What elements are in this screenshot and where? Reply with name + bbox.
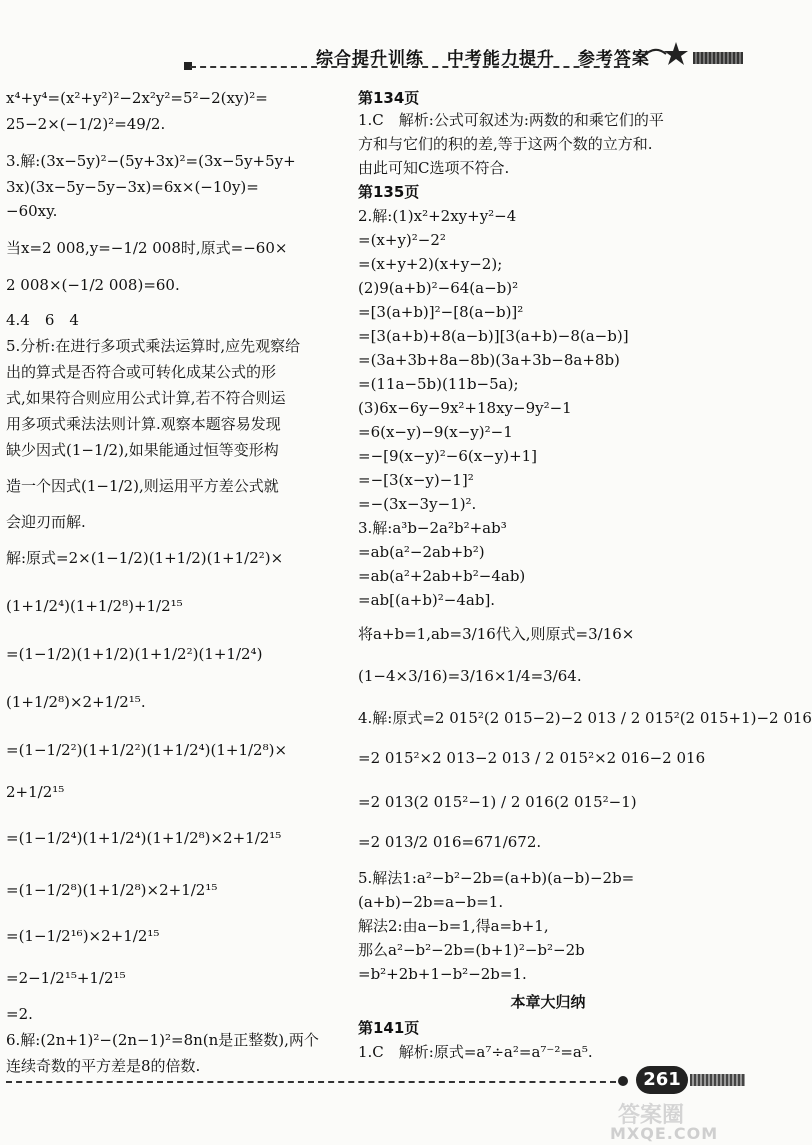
right-line-12: =(3a+3b+8a−8b)(3a+3b−8a+8b) <box>358 351 620 369</box>
right-line-31: 解法2:由a−b=1,得a=b+1, <box>358 917 549 935</box>
footer-bar <box>690 1074 745 1086</box>
left-line-24: =(1−1/2¹⁶)×2+1/2¹⁵ <box>6 927 160 945</box>
right-line-2: 1.C 解析:公式可叙述为:两数的和乘它们的平 <box>358 111 664 129</box>
right-line-19: 3.解:a³b−2a²b²+ab³ <box>358 519 507 537</box>
right-line-33: =b²+2b+1−b²−2b=1. <box>358 965 527 983</box>
page-header <box>0 0 750 80</box>
left-line-26: =2. <box>6 1005 33 1023</box>
left-line-7: 2 008×(−1/2 008)=60. <box>6 276 180 294</box>
right-line-32: 那么a²−b²−2b=(b+1)²−b²−2b <box>358 941 585 959</box>
right-line-26: =2 015²×2 013−2 013 / 2 015²×2 016−2 016 <box>358 749 706 767</box>
left-line-19: (1+1/2⁸)×2+1/2¹⁵. <box>6 693 146 711</box>
header-bar <box>693 52 743 64</box>
chapter-summary-heading: 本章大归纳 <box>510 993 586 1011</box>
header-title <box>316 44 666 69</box>
left-line-17: (1+1/2⁴)(1+1/2⁸)+1/2¹⁵ <box>6 597 183 615</box>
header-title-3: 参考答案 <box>577 49 650 69</box>
right-line-22: =ab[(a+b)²−4ab]. <box>358 591 496 609</box>
right-line-4: 由此可知C选项不符合. <box>358 159 510 177</box>
left-line-15: 会迎刃而解. <box>6 513 86 531</box>
watermark-url: MXQE.COM <box>610 1124 719 1143</box>
right-line-36: 1.C 解析:原式=a⁷÷a²=a⁷⁻²=a⁵. <box>358 1043 593 1061</box>
left-line-21: 2+1/2¹⁵ <box>6 783 65 801</box>
left-line-10: 出的算式是否符合或可转化成某公式的形 <box>6 363 277 381</box>
right-line-27: =2 013(2 015²−1) / 2 016(2 015²−1) <box>358 793 637 811</box>
left-line-16: 解:原式=2×(1−1/2)(1+1/2)(1+1/2²)× <box>6 549 284 567</box>
left-line-25: =2−1/2¹⁵+1/2¹⁵ <box>6 969 126 987</box>
right-line-8: =(x+y+2)(x+y−2); <box>358 255 503 273</box>
right-line-18: =−(3x−3y−1)². <box>358 495 477 513</box>
left-line-6: 当x=2 008,y=−1/2 008时,原式=−60× <box>6 239 288 257</box>
right-section-134: 第134页 <box>358 89 420 107</box>
right-line-15: =6(x−y)−9(x−y)²−1 <box>358 423 513 441</box>
left-line-1: x⁴+y⁴=(x²+y²)²−2x²y²=5²−2(xy)²= <box>6 89 268 107</box>
right-line-28: =2 013/2 016=671/672. <box>358 833 542 851</box>
right-line-16: =−[9(x−y)²−6(x−y)+1] <box>358 447 538 465</box>
right-line-30: (a+b)−2b=a−b=1. <box>358 893 504 911</box>
right-line-29: 5.解法1:a²−b²−2b=(a+b)(a−b)−2b= <box>358 869 635 887</box>
right-line-13: =(11a−5b)(11b−5a); <box>358 375 519 393</box>
left-line-20: =(1−1/2²)(1+1/2²)(1+1/2⁴)(1+1/2⁸)× <box>6 741 288 759</box>
left-line-14: 造一个因式(1−1/2),则运用平方差公式就 <box>6 477 279 495</box>
left-line-18: =(1−1/2)(1+1/2)(1+1/2²)(1+1/2⁴) <box>6 645 263 663</box>
right-line-17: =−[3(x−y)−1]² <box>358 471 474 489</box>
right-line-14: (3)6x−6y−9x²+18xy−9y²−1 <box>358 399 572 417</box>
right-line-6: 2.解:(1)x²+2xy+y²−4 <box>358 207 517 225</box>
right-line-21: =ab(a²+2ab+b²−4ab) <box>358 567 526 585</box>
left-line-13: 缺少因式(1−1/2),如果能通过恒等变形构 <box>6 441 279 459</box>
left-line-27: 6.解:(2n+1)²−(2n−1)²=8n(n是正整数),两个 <box>6 1031 319 1049</box>
left-line-23: =(1−1/2⁸)(1+1/2⁸)×2+1/2¹⁵ <box>6 881 218 899</box>
right-section-141: 第141页 <box>358 1019 420 1037</box>
header-title-2: 中考能力提升 <box>446 49 555 69</box>
right-line-24: (1−4×3/16)=3/16×1/4=3/64. <box>358 667 582 685</box>
left-line-8: 4.4 6 4 <box>6 311 79 329</box>
right-line-10: =[3(a+b)]²−[8(a−b)]² <box>358 303 524 321</box>
star-icon <box>640 40 690 68</box>
right-line-25: 4.解:原式=2 015²(2 015−2)−2 013 / 2 015²(2 015+1)−2 016 <box>358 709 812 727</box>
left-line-22: =(1−1/2⁴)(1+1/2⁴)(1+1/2⁸)×2+1/2¹⁵ <box>6 829 282 847</box>
watermark-logo: 答案圈 <box>618 1103 685 1128</box>
right-section-135: 第135页 <box>358 183 420 201</box>
left-line-4: 3x)(3x−5y−5y−3x)=6x×(−10y)= <box>6 178 259 196</box>
right-line-20: =ab(a²−2ab+b²) <box>358 543 485 561</box>
page-number: 261 <box>636 1066 688 1094</box>
left-line-5: −60xy. <box>6 202 58 220</box>
footer-dashed-line <box>6 1081 616 1083</box>
left-line-12: 用多项式乘法法则计算.观察本题容易发现 <box>6 415 281 433</box>
left-line-9: 5.分析:在进行多项式乘法运算时,应先观察给 <box>6 337 301 355</box>
right-line-7: =(x+y)²−2² <box>358 231 446 249</box>
right-line-9: (2)9(a+b)²−64(a−b)² <box>358 279 519 297</box>
footer-dot <box>618 1076 628 1086</box>
left-line-2: 25−2×(−1/2)²=49/2. <box>6 115 166 133</box>
right-line-23: 将a+b=1,ab=3/16代入,则原式=3/16× <box>358 625 635 643</box>
left-line-11: 式,如果符合则应用公式计算,若不符合则运 <box>6 389 286 407</box>
header-title-1: 综合提升训练 <box>316 49 424 69</box>
right-line-11: =[3(a+b)+8(a−b)][3(a+b)−8(a−b)] <box>358 327 629 345</box>
left-line-28: 连续奇数的平方差是8的倍数. <box>6 1057 201 1075</box>
right-line-3: 方和与它们的积的差,等于这两个数的立方和. <box>358 135 653 153</box>
left-line-3: 3.解:(3x−5y)²−(5y+3x)²=(3x−5y+5y+ <box>6 152 296 170</box>
